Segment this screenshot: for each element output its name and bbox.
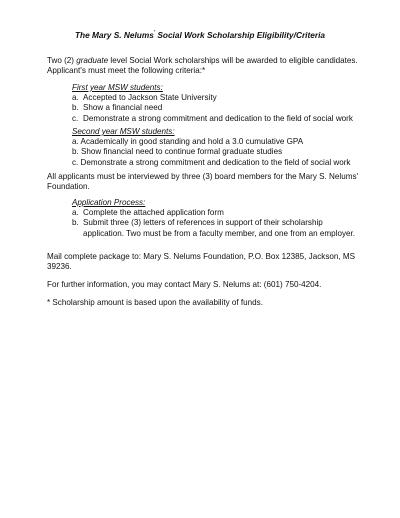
list-item: b. Submit three (3) letters of references in support of their scholarship application. Two must be from a faculty member, and one from an employer. — [72, 218, 356, 238]
list-item: b. Show a financial need — [72, 103, 163, 113]
title-mark: ' — [153, 30, 156, 37]
footnote-paragraph — [47, 298, 367, 308]
list-item: c. Demonstrate a strong commitment and dedication to the field of social work — [72, 113, 353, 123]
list-item: a. Accepted to Jackson State University — [72, 93, 217, 103]
intro-line-2: Applicant's must meet the following criteria:* — [47, 66, 206, 76]
title-rest: Social Work Scholarship Eligibility/Criteria — [155, 30, 326, 40]
mail-paragraph — [47, 252, 367, 272]
interview-line-2: Foundation. — [47, 182, 90, 192]
application-section — [72, 198, 372, 239]
interview-line-1: All applicants must be interviewed by three (3) board members for the Mary S. Nelums' — [47, 172, 359, 181]
list-item: b. Show financial need to continue formal graduate studies — [72, 147, 283, 157]
first-year-section — [72, 83, 372, 124]
application-heading: Application Process: — [72, 198, 146, 207]
application-list — [72, 208, 362, 239]
footnote-line: * Scholarship amount is based upon the availability of funds. — [47, 298, 263, 307]
intro-paragraph — [47, 56, 367, 76]
contact-line: For further information, you may contact Mary S. Nelums at: (601) 750-4204. — [47, 280, 322, 289]
intro-line-1: Two (2) graduate level Social Work scholarships will be awarded to eligible candidates. — [47, 56, 358, 65]
intro-emphasis: graduate — [76, 56, 109, 65]
first-year-heading: First year MSW students: — [72, 83, 163, 92]
contact-paragraph — [47, 280, 367, 290]
first-year-list — [72, 93, 372, 124]
page-title — [0, 30, 400, 40]
mail-line-2: 39236. — [47, 262, 72, 272]
second-year-heading: Second year MSW students: — [72, 127, 175, 136]
list-item: c. Demonstrate a strong commitment and dedication to the field of social work — [72, 157, 351, 167]
second-year-section — [72, 127, 372, 168]
mail-line-1: Mail complete package to: Mary S. Nelums Foundation, P.O. Box 12385, Jackson, MS — [47, 252, 356, 261]
second-year-list — [72, 137, 372, 168]
interview-paragraph — [47, 172, 367, 192]
list-item: a. Academically in good standing and hold a 3.0 cumulative GPA — [72, 137, 304, 147]
title-main: The Mary S. Nelums — [74, 30, 154, 40]
list-item: a. Complete the attached application form — [72, 208, 224, 218]
